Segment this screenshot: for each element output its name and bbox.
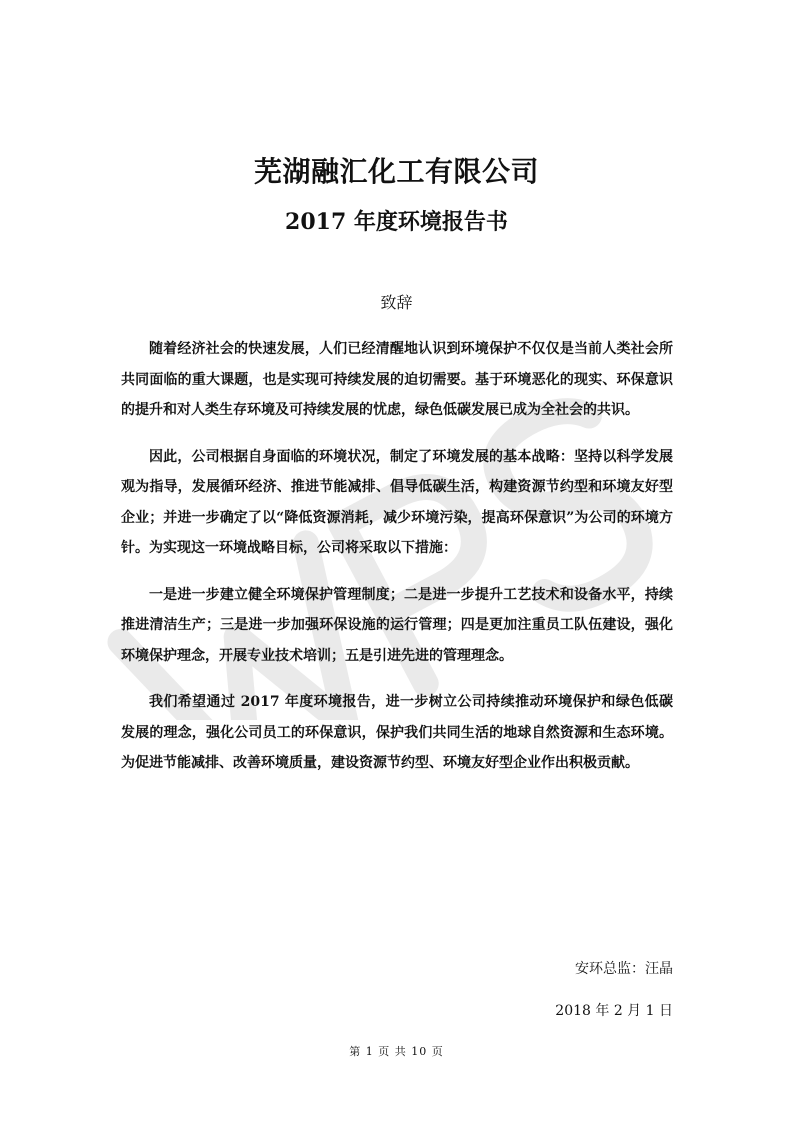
paragraph: 我们希望通过 2017 年度环境报告，进一步树立公司持续推动环境保护和绿色低碳发展的理念，强化公司员工的环保意识，保护我们共同生活的地球自然资源和生态环境。为促进节能减排、改善环境质量，建设资源节约型、环境友好型企业作出积极贡献。: [121, 694, 673, 771]
body-text: [121, 334, 673, 795]
paragraph: 因此，公司根据自身面临的环境状况，制定了环境发展的基本战略：坚持以科学发展观为指导，发展循环经济、推进节能减排、倡导低碳生活，构建资源节约型和环境友好型企业；并进一步确定了以“降低资源消耗，减少环境污染，提高环保意识”为公司的环境方针。为实现这一环境战略目标，公司将采取以下措施：: [121, 448, 673, 556]
report-title: 2017 年度环境报告书: [285, 209, 508, 235]
page-footer: 第 1 页 共 10 页: [349, 1045, 444, 1058]
signature: 安环总监：汪晶: [575, 961, 673, 977]
document-date: 2018 年 2 月 1 日: [555, 1003, 673, 1019]
paragraph: 一是进一步建立健全环境保护管理制度；二是进一步提升工艺技术和设备水平，持续推进清洁生产；三是进一步加强环保设施的运行管理；四是更加注重员工队伍建设，强化环境保护理念，开展专业技术培训；五是引进先进的管理理念。: [121, 586, 673, 664]
company-title: 芜湖融汇化工有限公司: [253, 155, 539, 188]
paragraph: 随着经济社会的快速发展，人们已经清醒地认识到环境保护不仅仅是当前人类社会所共同面临的重大课题，也是实现可持续发展的迫切需要。基于环境恶化的现实、环保意识的提升和对人类生存环境及可持续发展的忧虑，绿色低碳发展已成为全社会的共识。: [121, 341, 673, 418]
section-heading: 致辞: [380, 293, 413, 312]
